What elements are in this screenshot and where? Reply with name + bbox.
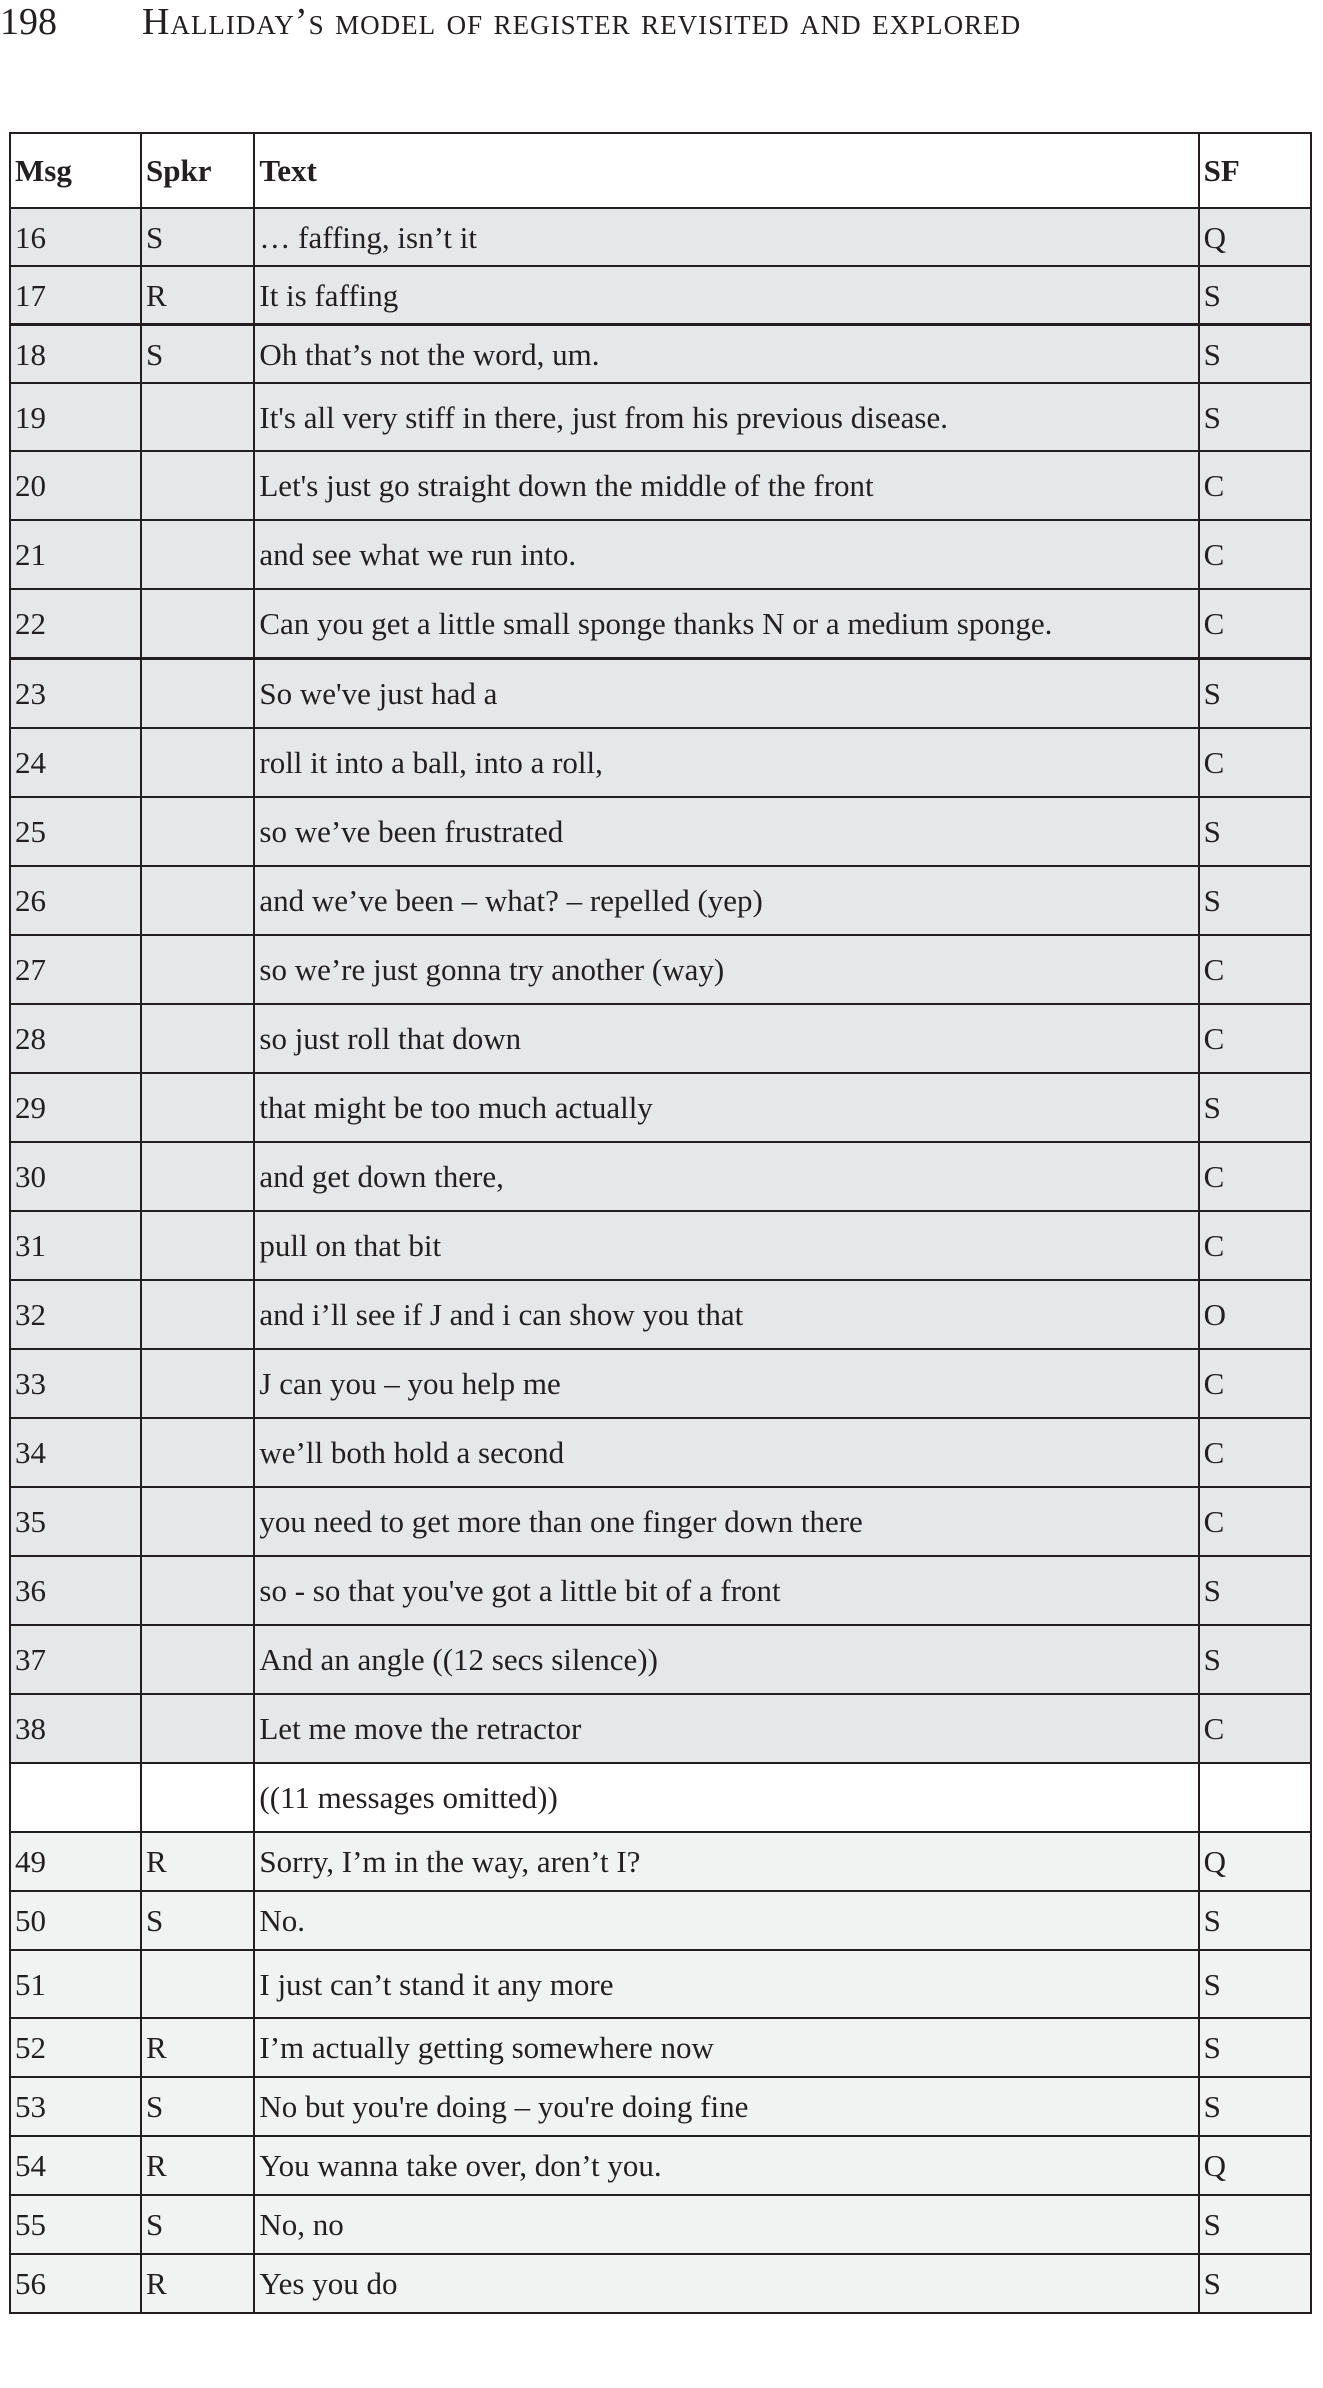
table-row [10, 2195, 1311, 2254]
cell-text: so we’ve been frustrated [254, 797, 1198, 866]
cell-spkr: R [141, 1832, 254, 1891]
table-row [10, 2018, 1311, 2077]
cell-sf: S [1199, 266, 1311, 325]
cell-text: And an angle ((12 secs silence)) [254, 1625, 1198, 1694]
table-row [10, 520, 1311, 589]
column-header-sf: SF [1199, 133, 1311, 208]
cell-msg: 55 [10, 2195, 141, 2254]
table-row [10, 383, 1311, 451]
cell-spkr [141, 728, 254, 797]
running-title: Halliday’s model of register revisited and explored [142, 1, 1022, 43]
cell-msg: 34 [10, 1418, 141, 1487]
cell-spkr [141, 1211, 254, 1280]
table-row [10, 1073, 1311, 1142]
table-row [10, 1763, 1311, 1832]
cell-text: Yes you do [254, 2254, 1198, 2313]
cell-msg: 51 [10, 1950, 141, 2018]
cell-text: roll it into a ball, into a roll, [254, 728, 1198, 797]
cell-spkr: S [141, 2195, 254, 2254]
cell-msg: 52 [10, 2018, 141, 2077]
cell-sf: S [1199, 383, 1311, 451]
table-row [10, 266, 1311, 325]
cell-spkr [141, 1418, 254, 1487]
cell-msg: 25 [10, 797, 141, 866]
cell-text: we’ll both hold a second [254, 1418, 1198, 1487]
cell-spkr [141, 451, 254, 520]
cell-sf: S [1199, 2018, 1311, 2077]
table-row [10, 935, 1311, 1004]
cell-msg: 16 [10, 208, 141, 266]
cell-text: you need to get more than one finger down there [254, 1487, 1198, 1556]
cell-msg: 49 [10, 1832, 141, 1891]
cell-spkr [141, 866, 254, 935]
table-row [10, 659, 1311, 729]
column-header-text: Text [254, 133, 1198, 208]
table-row [10, 208, 1311, 266]
cell-text: and get down there, [254, 1142, 1198, 1211]
cell-msg: 20 [10, 451, 141, 520]
cell-sf: C [1199, 1418, 1311, 1487]
cell-spkr [141, 1004, 254, 1073]
cell-text: No but you're doing – you're doing fine [254, 2077, 1198, 2136]
table-row [10, 2077, 1311, 2136]
cell-msg: 26 [10, 866, 141, 935]
cell-text: Let's just go straight down the middle of the front [254, 451, 1198, 520]
cell-msg: 54 [10, 2136, 141, 2195]
table-row [10, 1418, 1311, 1487]
cell-sf: S [1199, 866, 1311, 935]
cell-msg: 31 [10, 1211, 141, 1280]
cell-sf: O [1199, 1280, 1311, 1349]
cell-msg: 50 [10, 1891, 141, 1950]
cell-text: J can you – you help me [254, 1349, 1198, 1418]
cell-msg: 53 [10, 2077, 141, 2136]
cell-sf: S [1199, 659, 1311, 729]
cell-text: No, no [254, 2195, 1198, 2254]
table-row [10, 1556, 1311, 1625]
cell-spkr [141, 1487, 254, 1556]
cell-spkr [141, 1142, 254, 1211]
cell-msg: 28 [10, 1004, 141, 1073]
cell-spkr [141, 1556, 254, 1625]
cell-sf: S [1199, 2077, 1311, 2136]
cell-text: I just can’t stand it any more [254, 1950, 1198, 2018]
cell-text: It is faffing [254, 266, 1198, 325]
cell-text: So we've just had a [254, 659, 1198, 729]
cell-spkr: S [141, 208, 254, 266]
cell-text: You wanna take over, don’t you. [254, 2136, 1198, 2195]
cell-sf: C [1199, 451, 1311, 520]
table-row [10, 2136, 1311, 2195]
cell-text: pull on that bit [254, 1211, 1198, 1280]
cell-spkr: R [141, 2254, 254, 2313]
cell-sf: S [1199, 1073, 1311, 1142]
cell-text: and we’ve been – what? – repelled (yep) [254, 866, 1198, 935]
cell-spkr [141, 797, 254, 866]
table-row [10, 1004, 1311, 1073]
cell-text: so just roll that down [254, 1004, 1198, 1073]
cell-sf: Q [1199, 2136, 1311, 2195]
cell-sf: C [1199, 728, 1311, 797]
column-header-msg: Msg [10, 133, 141, 208]
cell-sf: C [1199, 935, 1311, 1004]
cell-msg: 36 [10, 1556, 141, 1625]
cell-text: It's all very stiff in there, just from his previous disease. [254, 383, 1198, 451]
cell-text: that might be too much actually [254, 1073, 1198, 1142]
table-row [10, 1694, 1311, 1763]
cell-msg: 24 [10, 728, 141, 797]
cell-msg: 35 [10, 1487, 141, 1556]
cell-sf: S [1199, 1625, 1311, 1694]
cell-sf: C [1199, 1211, 1311, 1280]
cell-spkr [141, 935, 254, 1004]
cell-msg: 30 [10, 1142, 141, 1211]
cell-sf: S [1199, 2254, 1311, 2313]
cell-spkr [141, 1280, 254, 1349]
table-row [10, 589, 1311, 659]
column-header-spkr: Spkr [141, 133, 254, 208]
cell-text: I’m actually getting somewhere now [254, 2018, 1198, 2077]
table-row [10, 1211, 1311, 1280]
cell-sf: S [1199, 2195, 1311, 2254]
cell-sf: S [1199, 325, 1311, 384]
table-row [10, 866, 1311, 935]
cell-sf: C [1199, 1349, 1311, 1418]
table-row [10, 1891, 1311, 1950]
cell-text: Sorry, I’m in the way, aren’t I? [254, 1832, 1198, 1891]
table-row [10, 797, 1311, 866]
table-row [10, 1625, 1311, 1694]
cell-spkr [141, 1763, 254, 1832]
cell-spkr [141, 1694, 254, 1763]
cell-msg: 33 [10, 1349, 141, 1418]
cell-text: and see what we run into. [254, 520, 1198, 589]
cell-msg: 38 [10, 1694, 141, 1763]
running-head [0, 0, 1323, 60]
cell-sf: Q [1199, 208, 1311, 266]
cell-sf: S [1199, 1950, 1311, 2018]
transcript-table [9, 132, 1312, 2314]
cell-msg: 21 [10, 520, 141, 589]
cell-spkr: S [141, 1891, 254, 1950]
cell-sf: S [1199, 797, 1311, 866]
cell-msg: 17 [10, 266, 141, 325]
table-row [10, 1142, 1311, 1211]
cell-spkr [141, 1625, 254, 1694]
cell-text: No. [254, 1891, 1198, 1950]
cell-sf: S [1199, 1556, 1311, 1625]
table-body [10, 208, 1311, 2313]
cell-msg: 18 [10, 325, 141, 384]
cell-text: Oh that’s not the word, um. [254, 325, 1198, 384]
cell-msg [10, 1763, 141, 1832]
cell-msg: 37 [10, 1625, 141, 1694]
table-row [10, 451, 1311, 520]
cell-spkr [141, 1073, 254, 1142]
table-row [10, 1487, 1311, 1556]
cell-text: Can you get a little small sponge thanks N or a medium sponge. [254, 589, 1198, 659]
table-header-row [10, 133, 1311, 208]
table-row [10, 728, 1311, 797]
table-row [10, 325, 1311, 384]
cell-spkr: R [141, 266, 254, 325]
cell-text: … faffing, isn’t it [254, 208, 1198, 266]
cell-msg: 19 [10, 383, 141, 451]
cell-msg: 56 [10, 2254, 141, 2313]
cell-text: Let me move the retractor [254, 1694, 1198, 1763]
cell-spkr [141, 1349, 254, 1418]
cell-text: so - so that you've got a little bit of a front [254, 1556, 1198, 1625]
cell-spkr [141, 1950, 254, 2018]
cell-text: so we’re just gonna try another (way) [254, 935, 1198, 1004]
cell-spkr: S [141, 2077, 254, 2136]
cell-sf: Q [1199, 1832, 1311, 1891]
cell-sf: C [1199, 1694, 1311, 1763]
cell-spkr: R [141, 2136, 254, 2195]
cell-sf: C [1199, 1004, 1311, 1073]
cell-sf: C [1199, 520, 1311, 589]
cell-spkr [141, 589, 254, 659]
cell-msg: 32 [10, 1280, 141, 1349]
cell-sf: S [1199, 1891, 1311, 1950]
cell-spkr [141, 659, 254, 729]
table-row [10, 1950, 1311, 2018]
cell-msg: 27 [10, 935, 141, 1004]
cell-sf [1199, 1763, 1311, 1832]
cell-msg: 22 [10, 589, 141, 659]
table-row [10, 1349, 1311, 1418]
cell-spkr: R [141, 2018, 254, 2077]
cell-sf: C [1199, 1487, 1311, 1556]
table-row [10, 1280, 1311, 1349]
cell-text: and i’ll see if J and i can show you that [254, 1280, 1198, 1349]
cell-spkr [141, 520, 254, 589]
cell-msg: 23 [10, 659, 141, 729]
cell-spkr [141, 383, 254, 451]
cell-sf: C [1199, 1142, 1311, 1211]
table-row [10, 2254, 1311, 2313]
cell-spkr: S [141, 325, 254, 384]
cell-text: ((11 messages omitted)) [254, 1763, 1198, 1832]
page-number: 198 [0, 1, 57, 43]
table-row [10, 1832, 1311, 1891]
cell-msg: 29 [10, 1073, 141, 1142]
cell-sf: C [1199, 589, 1311, 659]
